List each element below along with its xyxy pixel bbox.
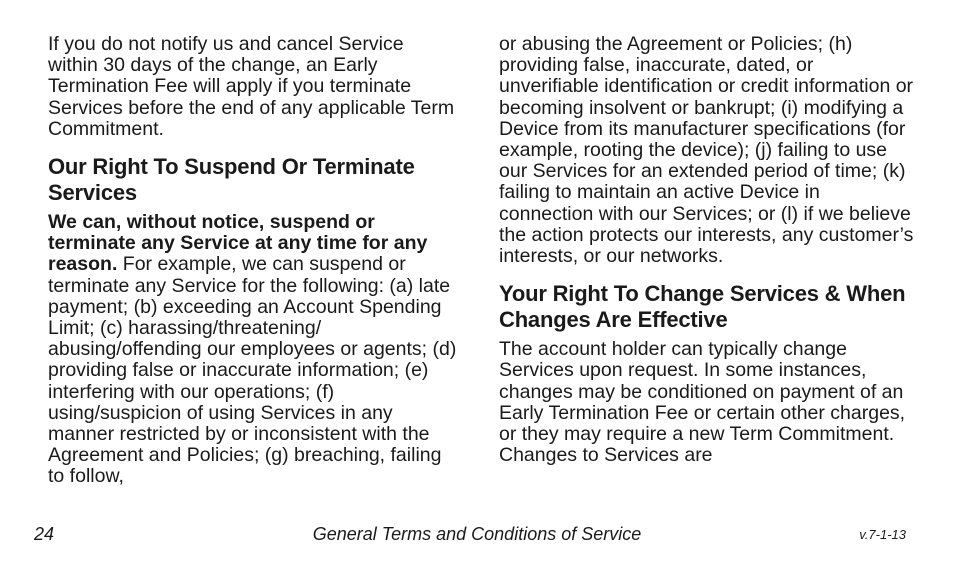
suspend-terminate-heading: Our Right To Suspend Or Terminate Services xyxy=(48,154,415,206)
change-services-paragraph: The account holder can typically change Services upon request. In some instances, changes may be conditioned on payment of an Early Termination Fee or certain other charges, or they may require a new Term Commitment. Changes to Services are xyxy=(499,338,906,467)
suspend-terminate-paragraph xyxy=(48,212,458,488)
left-column xyxy=(48,34,458,488)
suspend-terminate-body: For example, we can suspend or terminate any Service for the following: (a) late payment; (b) exceeding an Account Spending Limit; (c) harassing/threatening/ abusing/offending our employees or agents; (d) providing false or inaccurate information; (e) interfering with our operations; (f) using/suspicion of using Services in any manner restricted by or inconsistent with the Agreement and Policies; (g) breaching, failing to follow, xyxy=(48,253,457,488)
page-footer xyxy=(0,524,954,548)
footer-document-title: General Terms and Conditions of Service xyxy=(312,524,642,544)
suspend-reasons-continued-paragraph: or abusing the Agreement or Policies; (h) providing false, inaccurate, dated, or unverifiable identification or credit information or becoming insolvent or bankrupt; (i) modifying a Device from its manufacturer specifications (for example, rooting the device); (j) failing to use our Services for an extended period of time; (k) failing to maintain an active Device in connection with our Services; or (l) if we believe the action protects our interests, any customer’s interests, or our networks. xyxy=(499,33,914,268)
suspend-terminate-bold-lead: We can, without notice, suspend or terminate any Service at any time for any reason. xyxy=(48,211,428,276)
right-column xyxy=(499,34,914,466)
page-number: 24 xyxy=(34,524,55,544)
change-services-heading: Your Right To Change Services & When Changes Are Effective xyxy=(499,281,906,333)
early-termination-paragraph: If you do not notify us and cancel Service within 30 days of the change, an Early Termination Fee will apply if you terminate Services before the end of any applicable Term Commitment. xyxy=(48,33,455,140)
version-label: v.7-1-13 xyxy=(859,527,906,542)
